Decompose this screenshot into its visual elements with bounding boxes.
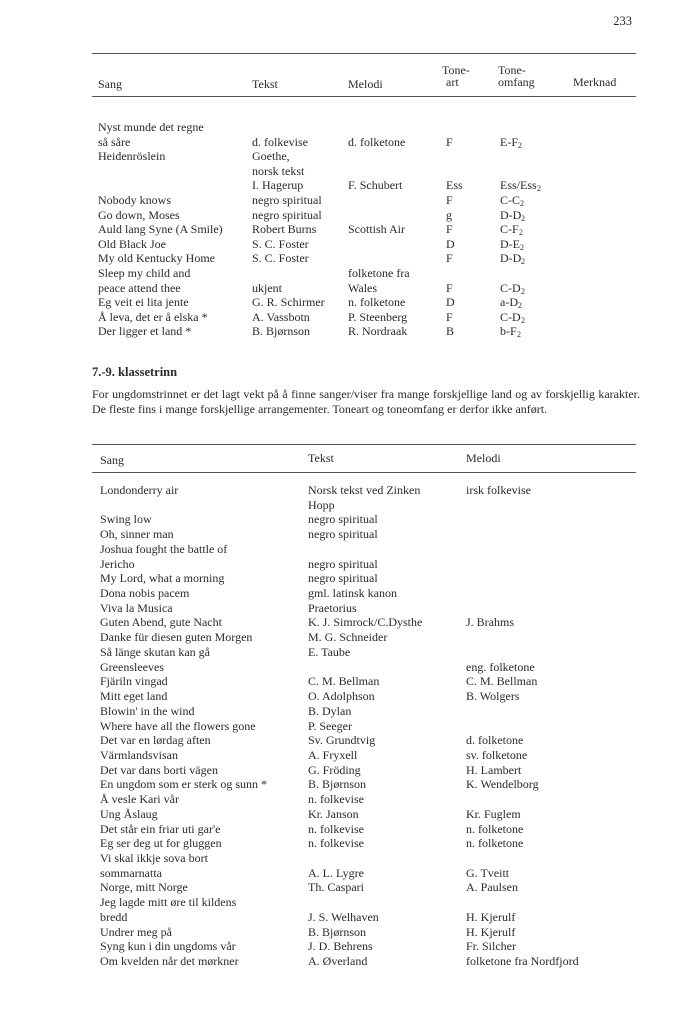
cell-sang: Vi skal ikkje sova bort xyxy=(100,851,208,865)
cell-tekst: negro spiritual xyxy=(308,571,378,586)
table-row xyxy=(92,763,636,777)
table-row xyxy=(92,895,636,909)
cell-sang: Danke für diesen guten Morgen xyxy=(100,630,253,645)
cell-toneomfang: C-F xyxy=(500,222,519,237)
table-row xyxy=(92,208,636,222)
cell-tekst: A. Fryxell xyxy=(308,747,358,762)
header-sang: Sang xyxy=(98,77,122,91)
cell-toneomfang-subscript: 2 xyxy=(521,213,525,223)
cell-toneart: g xyxy=(446,207,452,222)
cell-tekst: negro spiritual xyxy=(252,193,322,207)
cell-sang: Where have all the flowers gone xyxy=(100,718,256,733)
cell-tekst: I. Hagerup xyxy=(252,178,304,193)
cell-sang: bredd xyxy=(100,909,128,924)
table2-top-rule xyxy=(92,444,636,445)
table-row xyxy=(92,164,636,178)
cell-melodi: H. Kjerulf xyxy=(466,909,516,924)
cell-melodi: eng. folketone xyxy=(466,659,535,674)
cell-toneart: F xyxy=(446,280,453,295)
cell-sang: peace attend thee xyxy=(98,280,181,295)
table-row xyxy=(92,571,636,585)
cell-sang: Ung Åslaug xyxy=(100,806,158,821)
header-toneart-line1: Tone- xyxy=(442,63,470,77)
cell-toneart: F xyxy=(446,134,453,149)
cell-tekst: O. Adolphson xyxy=(308,689,375,704)
cell-tekst: Sv. Grundtvig xyxy=(308,733,376,748)
cell-toneomfang: C-D xyxy=(500,309,521,324)
table1-header xyxy=(92,62,636,92)
cell-melodi: n. folketone xyxy=(348,295,406,310)
header-tekst: Tekst xyxy=(308,451,334,465)
cell-tekst: negro spiritual xyxy=(308,512,378,527)
cell-toneart: Ess xyxy=(446,178,463,193)
cell-tekst: B. Bjørnson xyxy=(252,324,311,339)
cell-sang: Oh, sinner man xyxy=(100,527,174,542)
cell-melodi: d. folketone xyxy=(466,733,524,748)
cell-sang: så såre xyxy=(98,134,131,149)
table-row xyxy=(92,836,636,850)
table-row xyxy=(92,483,636,497)
cell-toneomfang: a-D xyxy=(500,295,518,310)
table-row xyxy=(92,866,636,880)
cell-toneart: B xyxy=(446,324,455,339)
cell-sang: Viva la Musica xyxy=(100,600,173,615)
table-row xyxy=(92,193,636,207)
cell-sang: Norge, mitt Norge xyxy=(100,880,188,895)
cell-tekst: Kr. Janson xyxy=(308,806,359,821)
table-row xyxy=(92,324,636,338)
cell-sang: Så länge skutan kan gå xyxy=(100,644,210,659)
cell-sang: Nyst munde det regne xyxy=(98,120,204,134)
cell-melodi: Kr. Fuglem xyxy=(466,806,521,821)
cell-sang: Heidenröslein xyxy=(98,149,166,164)
cell-melodi: folketone fra Nordfjord xyxy=(466,954,579,969)
header-tekst: Tekst xyxy=(252,77,278,91)
cell-sang: My old Kentucky Home xyxy=(98,251,215,266)
cell-toneomfang: D-D xyxy=(500,251,522,266)
cell-sang: Undrer meg på xyxy=(100,924,172,939)
cell-tekst: M. G. Schneider xyxy=(308,630,388,645)
cell-melodi: J. Brahms xyxy=(466,615,514,630)
cell-sang: Eg ser deg ut for gluggen xyxy=(100,836,222,851)
cell-tekst: negro spiritual xyxy=(308,527,378,542)
cell-melodi: n. folketone xyxy=(466,821,524,836)
table-row xyxy=(92,674,636,688)
cell-tekst: K. J. Simrock/C.Dysthe xyxy=(308,615,423,630)
cell-melodi: Wales xyxy=(348,280,378,295)
cell-toneomfang: b-F xyxy=(500,324,517,339)
table-row xyxy=(92,120,636,134)
cell-melodi: B. Wolgers xyxy=(466,689,520,704)
cell-tekst: B. Bjørnson xyxy=(308,924,367,939)
cell-toneomfang: D-E xyxy=(500,236,520,251)
cell-melodi: H. Kjerulf xyxy=(466,924,516,939)
cell-tekst: Praetorius xyxy=(308,600,357,615)
cell-tekst: G. Fröding xyxy=(308,762,361,777)
table-row xyxy=(92,822,636,836)
header-melodi: Melodi xyxy=(348,77,383,91)
cell-melodi: K. Wendelborg xyxy=(466,777,539,792)
table-row xyxy=(92,807,636,821)
cell-toneomfang: C-C xyxy=(500,193,521,207)
table-row xyxy=(92,178,636,192)
table-row xyxy=(92,615,636,629)
table-row xyxy=(92,498,636,512)
cell-sang: En ungdom som er sterk og sunn * xyxy=(100,777,267,792)
cell-melodi: d. folketone xyxy=(348,134,406,149)
cell-sang: Fjäriln vingad xyxy=(100,674,168,689)
cell-sang: Syng kun i din ungdoms vår xyxy=(100,939,236,954)
table-row xyxy=(92,281,636,295)
table-row xyxy=(92,135,636,149)
cell-sang: Guten Abend, gute Nacht xyxy=(100,615,222,630)
table-row xyxy=(92,542,636,556)
cell-toneart: F xyxy=(446,222,453,237)
cell-tekst: C. M. Bellman xyxy=(308,674,380,689)
cell-tekst: A. Vassbotn xyxy=(252,309,310,324)
cell-melodi: F. Schubert xyxy=(348,178,403,193)
cell-melodi: folketone fra xyxy=(348,266,410,280)
table-row xyxy=(92,851,636,865)
table-row xyxy=(92,601,636,615)
cell-tekst: E. Taube xyxy=(308,644,351,659)
table-row xyxy=(92,925,636,939)
table-row xyxy=(92,719,636,733)
cell-sang: Å vesle Kari vår xyxy=(100,792,179,807)
cell-toneomfang-subscript: 2 xyxy=(537,184,541,194)
cell-sang: Sleep my child and xyxy=(98,266,191,280)
table-row xyxy=(92,748,636,762)
cell-toneart: F xyxy=(446,309,453,324)
cell-tekst: S. C. Foster xyxy=(252,251,309,266)
cell-sang: Auld lang Syne (A Smile) xyxy=(98,222,223,237)
header-sang: Sang xyxy=(100,453,124,467)
header-melodi: Melodi xyxy=(466,451,501,465)
cell-toneomfang-subscript: 2 xyxy=(521,286,525,296)
cell-tekst: Norsk tekst ved Zinken xyxy=(308,483,421,497)
cell-sang: Å leva, det er å elska * xyxy=(98,309,208,324)
cell-tekst: Robert Burns xyxy=(252,222,317,237)
cell-tekst: n. folkevise xyxy=(308,792,364,807)
section-intro: For ungdomstrinnet er det lagt vekt på å finne sanger/viser fra mange forskjellige land og av forskjellig karakter. De fleste fins i mange forskjellige arrangementer. Toneart og toneomfang er derfor ikke anført. xyxy=(92,387,640,416)
cell-tekst: norsk tekst xyxy=(252,163,305,178)
cell-melodi: n. folketone xyxy=(466,836,524,851)
table-row xyxy=(92,512,636,526)
header-toneomfang-line2: omfang xyxy=(498,75,535,89)
table2-header-rule xyxy=(92,472,636,473)
cell-sang: Mitt eget land xyxy=(100,689,168,704)
cell-sang: Jeg lagde mitt øre til kildens xyxy=(100,895,237,910)
cell-toneomfang-subscript: 2 xyxy=(517,330,521,340)
cell-tekst: G. R. Schirmer xyxy=(252,295,325,310)
table-row xyxy=(92,939,636,953)
cell-toneomfang: D-D xyxy=(500,207,522,222)
table-row xyxy=(92,266,636,280)
table-row xyxy=(92,910,636,924)
cell-sang: Greensleeves xyxy=(100,659,164,674)
table-row xyxy=(92,792,636,806)
cell-toneart: D xyxy=(446,236,455,251)
table1-top-rule xyxy=(92,53,636,54)
cell-toneomfang-subscript: 2 xyxy=(521,315,525,325)
cell-toneomfang-subscript: 2 xyxy=(518,301,522,311)
cell-tekst: P. Seeger xyxy=(308,718,352,733)
cell-melodi: Fr. Silcher xyxy=(466,939,516,954)
table-row xyxy=(92,880,636,894)
header-toneomfang-line1: Tone- xyxy=(498,63,526,77)
cell-melodi: A. Paulsen xyxy=(466,880,518,895)
table-row xyxy=(92,660,636,674)
header-merknad: Merknad xyxy=(573,75,617,89)
cell-tekst: Hopp xyxy=(308,497,335,512)
cell-tekst: ukjent xyxy=(252,280,282,295)
cell-sang: Dona nobis pacem xyxy=(100,586,190,601)
cell-melodi: Scottish Air xyxy=(348,222,406,237)
cell-toneomfang-subscript: 2 xyxy=(520,242,524,252)
cell-tekst: B. Dylan xyxy=(308,703,352,718)
cell-toneomfang: C-D xyxy=(500,280,521,295)
cell-toneart: F xyxy=(446,193,453,207)
table-row xyxy=(92,704,636,718)
cell-tekst: J. S. Welhaven xyxy=(308,909,379,924)
table-row xyxy=(92,689,636,703)
header-toneart-line2: art xyxy=(446,75,459,89)
cell-sang: Det står ein friar uti gar'e xyxy=(100,821,221,836)
table-row xyxy=(92,251,636,265)
table-row xyxy=(92,777,636,791)
cell-toneomfang: Ess/Ess xyxy=(500,178,537,193)
table-row xyxy=(92,645,636,659)
cell-toneomfang-subscript: 2 xyxy=(519,228,523,238)
section-title: 7.-9. klassetrinn xyxy=(92,365,178,379)
cell-sang: Om kvelden når det mørkner xyxy=(100,954,239,969)
cell-sang: Jericho xyxy=(100,556,135,571)
cell-tekst: Goethe, xyxy=(252,149,290,164)
table-row xyxy=(92,149,636,163)
cell-melodi: irsk folkevise xyxy=(466,483,531,497)
cell-tekst: d. folkevise xyxy=(252,134,308,149)
cell-sang: Nobody knows xyxy=(98,193,172,207)
cell-sang: Swing low xyxy=(100,512,152,527)
table1-header-rule xyxy=(92,96,636,97)
cell-sang: Go down, Moses xyxy=(98,207,180,222)
page-number: 233 xyxy=(613,14,632,28)
cell-toneomfang: E-F xyxy=(500,134,518,149)
table-row xyxy=(92,527,636,541)
table-row xyxy=(92,310,636,324)
cell-tekst: n. folkevise xyxy=(308,821,364,836)
cell-tekst: A. L. Lygre xyxy=(308,865,364,880)
cell-sang: Det var en lørdag aften xyxy=(100,733,211,748)
cell-melodi: C. M. Bellman xyxy=(466,674,538,689)
table-row xyxy=(92,586,636,600)
cell-melodi: G. Tveitt xyxy=(466,865,510,880)
cell-sang: Värmlandsvisan xyxy=(100,747,178,762)
table-row xyxy=(92,237,636,251)
cell-sang: Blowin' in the wind xyxy=(100,703,195,718)
cell-sang: Det var dans borti vägen xyxy=(100,762,218,777)
cell-sang: Eg veit ei lita jente xyxy=(98,295,189,310)
table-row xyxy=(92,295,636,309)
cell-tekst: J. D. Behrens xyxy=(308,939,373,954)
cell-melodi: P. Steenberg xyxy=(348,309,408,324)
cell-tekst: A. Øverland xyxy=(308,954,368,969)
table-row xyxy=(92,557,636,571)
cell-sang: Der ligger et land * xyxy=(98,324,192,339)
cell-melodi: sv. folketone xyxy=(466,747,528,762)
cell-toneomfang-subscript: 2 xyxy=(521,257,525,267)
cell-tekst: Th. Caspari xyxy=(308,880,364,895)
cell-toneart: F xyxy=(446,251,453,266)
cell-tekst: S. C. Foster xyxy=(252,236,309,251)
cell-tekst: negro spiritual xyxy=(252,207,322,222)
table-row xyxy=(92,222,636,236)
cell-tekst: n. folkevise xyxy=(308,836,364,851)
cell-sang: Londonderry air xyxy=(100,483,179,497)
table-row xyxy=(92,630,636,644)
cell-tekst: B. Bjørnson xyxy=(308,777,367,792)
cell-melodi: R. Nordraak xyxy=(348,324,408,339)
table-row xyxy=(92,733,636,747)
cell-sang: Old Black Joe xyxy=(98,236,166,251)
cell-toneomfang-subscript: 2 xyxy=(520,199,524,208)
table-row xyxy=(92,954,636,968)
cell-tekst: gml. latinsk kanon xyxy=(308,586,397,601)
cell-sang: sommarnatta xyxy=(100,865,162,880)
cell-toneomfang-subscript: 2 xyxy=(518,140,522,150)
cell-toneart: D xyxy=(446,295,455,310)
cell-melodi: H. Lambert xyxy=(466,762,522,777)
cell-sang: My Lord, what a morning xyxy=(100,571,225,586)
cell-tekst: negro spiritual xyxy=(308,556,378,571)
cell-sang: Joshua fought the battle of xyxy=(100,541,228,556)
